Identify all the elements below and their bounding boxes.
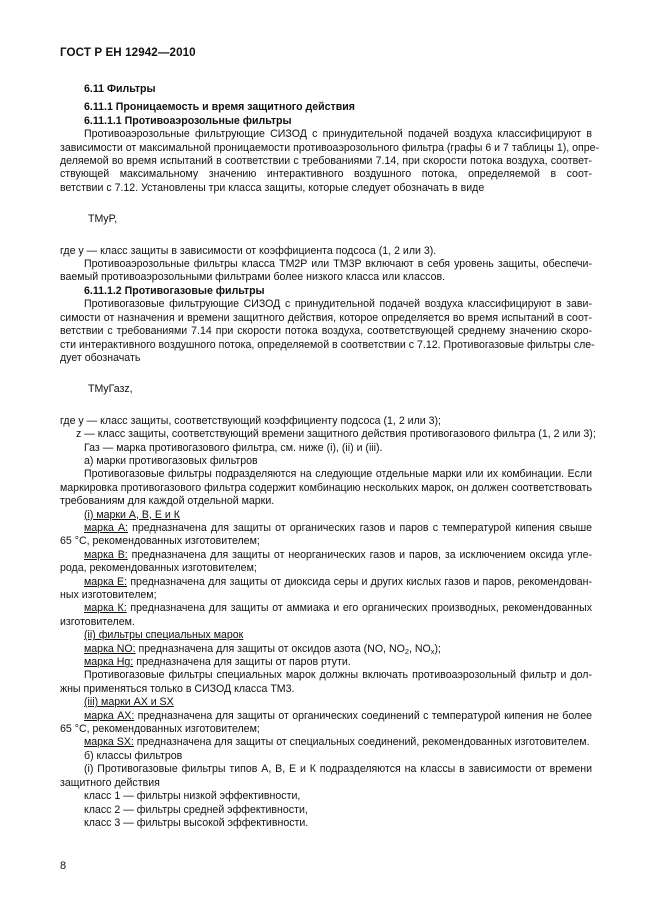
subscript-x: x [430, 646, 435, 656]
mark-label: марка А: [84, 521, 128, 534]
mark-ax-cont: 65 °С, рекомендованных изготовителем; [60, 723, 260, 736]
text-line: зависимости от максимальной проницаемости противоаэрозольного фильтра (графы 6 и 7 таблицы 1), опре- [60, 141, 600, 154]
paragraph-classes [60, 763, 592, 790]
paragraph-aerosol-classes [60, 258, 592, 285]
text-line: Противоаэрозольные фильтры класса TM2P или TM3P включают в себя уровень защиты, обеспечи- [84, 258, 592, 271]
text-line: ветствии с требованиями 7.14 при скорости потока воздуха, соответствующей среднему значению скоро- [60, 325, 592, 338]
list-heading-a: а) марки противогазовых фильтров [84, 454, 258, 467]
mark-text: предназначена для защиты от диоксида серы и других кислых газов и паров, рекомендован- [127, 575, 592, 588]
underlined-heading: (ii) фильтры специальных марок [84, 629, 244, 642]
mark-label: марка Е: [84, 575, 128, 588]
underlined-heading: (iii) марки АХ и SX [84, 696, 174, 709]
underlined-heading: (i) марки А, В, Е и К [84, 508, 180, 521]
mark-hg-line [60, 656, 592, 669]
mark-text: предназначена для защиты от неорганических газов и паров, за исключением оксида угле- [127, 548, 592, 561]
mark-b-line [60, 549, 592, 562]
mark-e-cont: ных изготовителем; [60, 589, 157, 601]
class-item: класс 1 — фильтры низкой эффективности, [84, 790, 301, 803]
where-gas-mark: Газ — марка противогазового фильтра, см. ниже (i), (ii) и (iii). [84, 441, 383, 454]
paragraph-special [60, 669, 592, 696]
mark-e-line [60, 576, 592, 589]
text-line: сти интерактивного воздушного потока, определяемой в соответствии с 7.12. Противогазовые фильтры сле- [60, 338, 595, 351]
formula-gas: TMyГазz, [88, 383, 133, 396]
mark-label: марка В: [84, 548, 128, 561]
list-heading-b: б) классы фильтров [84, 749, 183, 762]
list-heading-i [60, 509, 592, 522]
mark-text: предназначена для защиты от специальных соединений, рекомендованных изготовителем. [133, 736, 590, 749]
text-line: требованиям для каждой отдельной марки. [60, 495, 275, 508]
text-line: ваемый противоаэрозольными фильтрами более низкого класса или классов. [60, 271, 446, 284]
section-content [60, 83, 600, 830]
formula-aerosol: TMyP, [88, 213, 118, 226]
text-line: (i) Противогазовые фильтры типов А, В, Е и К подразделяются на классы в зависимости от времени [84, 763, 592, 776]
paragraph-aerosol [60, 128, 600, 195]
where-y-aerosol: где y — класс защиты в зависимости от коэффициента подсоса (1, 2 или 3). [60, 244, 437, 257]
mark-text: , NO [408, 642, 431, 655]
mark-text: предназначена для защиты от органических газов и паров с температурой кипения свыше [128, 521, 592, 534]
mark-ax-line [60, 710, 592, 723]
mark-sx-line [60, 736, 592, 749]
mark-b-cont: рода, рекомендованных изготовителем; [60, 562, 257, 575]
subsection-heading: 6.11.1 Проницаемость и время защитного действия [84, 101, 355, 114]
text-line: жны применяться только в СИЗОД класса TM3. [60, 682, 295, 695]
paragraph-marks [60, 468, 592, 508]
subsubsection-heading: 6.11.1.1 Противоаэрозольные фильтры [84, 114, 292, 127]
mark-a-line [60, 522, 592, 535]
subsubsection-heading-gas: 6.11.1.2 Противогазовые фильтры [84, 284, 265, 297]
page-number: 8 [60, 860, 67, 872]
mark-text: предназначена для защиты от органических соединений с температурой кипения не более [134, 709, 592, 722]
text-line: защитного действия [60, 776, 160, 789]
mark-text: предназначена для защиты от аммиака и его органических производных, рекомендованных [126, 602, 592, 615]
text-line: маркировка противогазового фильтра содержит комбинацию нескольких марок, он должен соответствовать [60, 481, 593, 494]
list-heading-iii [60, 696, 592, 709]
class-item: класс 2 — фильтры средней эффективности, [84, 803, 308, 816]
text-line: симости от назначения и времени защитного действия, которое определяется во время испытаний в соот- [60, 311, 592, 324]
text-line: дует обозначать [60, 351, 141, 364]
text-line: ствующей максимальному значению интерактивного воздушного потока, определяемой в соот- [60, 168, 592, 181]
mark-label: марка К: [84, 602, 127, 615]
mark-text: предназначена для защиты от оксидов азота (NO, NO [135, 642, 405, 655]
text-line: Противогазовые фильтры специальных марок должны включать противоаэрозольный фильтр и дол- [84, 669, 592, 682]
list-heading-ii [60, 629, 592, 642]
mark-label: марка АХ: [84, 709, 135, 722]
mark-a-cont: 65 °С, рекомендованных изготовителем; [60, 535, 260, 548]
class-item: класс 3 — фильтры высокой эффективности. [84, 816, 309, 829]
where-z-gas: z — класс защиты, соответствующий времени защитного действия противогазового фильтра (1, 2 или 3); [76, 428, 596, 441]
section-heading: 6.11 Фильтры [84, 83, 156, 95]
text-line: Противоаэрозольные фильтрующие СИЗОД с принудительной подачей воздуха классифицируют в [84, 128, 592, 141]
mark-label: марка SX: [84, 736, 134, 749]
text-line: деляемой во время испытаний в соответствии с требованиями 7.14, при скорости потока воздуха, соответ- [60, 155, 592, 168]
mark-text: предназначена для защиты от паров ртути. [133, 656, 351, 669]
mark-no-line [60, 643, 592, 656]
text-line: ветствии с 7.12. Установлены три класса защиты, которые следует обозначать в виде [60, 181, 485, 194]
paragraph-gas [60, 298, 595, 365]
mark-k-cont: изготовителем. [60, 615, 135, 628]
mark-text: ); [434, 642, 441, 655]
standard-header: ГОСТ Р ЕН 12942—2010 [60, 46, 196, 59]
text-line: Противогазовые фильтры подразделяются на следующие отдельные марки или их комбинации. Если [84, 468, 592, 481]
where-y-gas: где y — класс защиты, соответствующий коэффициенту подсоса (1, 2 или 3); [60, 414, 441, 427]
text-line: Противогазовые фильтрующие СИЗОД с принудительной подачей воздуха классифицируют в зави- [84, 298, 592, 311]
mark-label: марка Hg: [84, 656, 134, 669]
subscript-2: 2 [404, 646, 409, 656]
mark-k-line [60, 602, 592, 615]
mark-label: марка NO: [84, 642, 136, 655]
